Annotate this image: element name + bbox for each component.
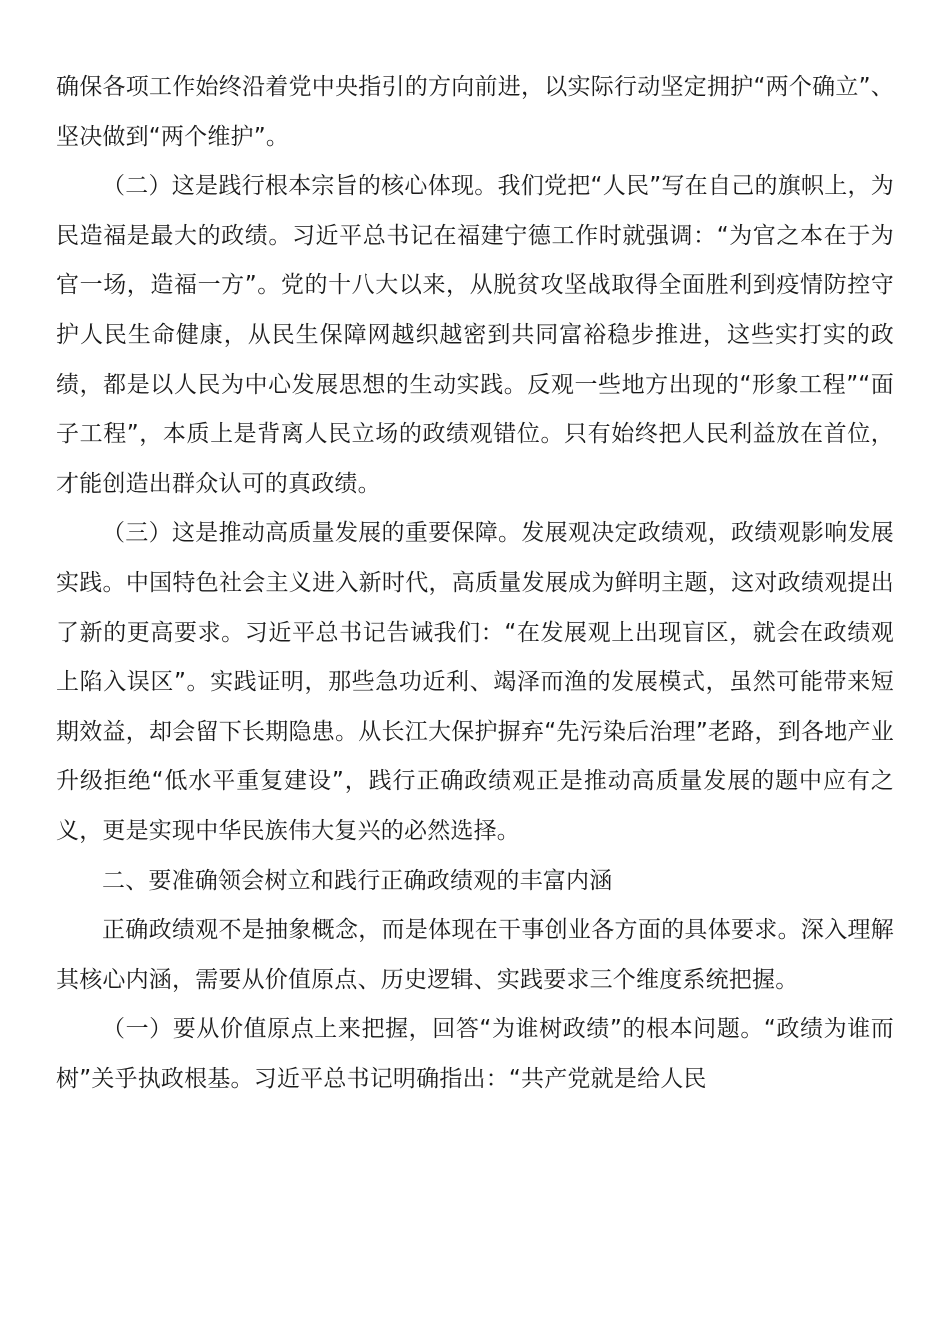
paragraph-subsection-one: （一）要从价值原点上来把握，回答“为谁树政绩”的根本问题。“政绩为谁而树”关乎执政根基。习近平总书记明确指出：“共产党就是给人民 <box>56 1016 894 1092</box>
document-page <box>56 63 894 1104</box>
section-heading: 二、要准确领会树立和践行正确政绩观的丰富内涵 <box>102 867 613 894</box>
paragraph-section-three: （三）这是推动高质量发展的重要保障。发展观决定政绩观，政绩观影响发展实践。中国特色社会主义进入新时代，高质量发展成为鲜明主题，这对政绩观提出了新的更高要求。习近平总书记告诫我们：“在发展观上出现盲区，就会在政绩观上陷入误区”。实践证明，那些急功近利、竭泽而渔的发展模式，虽然可能带来短期效益，却会留下长期隐患。从长江大保护摒弃“先污染后治理”老路，到各地产业升级拒绝“低水平重复建设”，践行正确政绩观正是推动高质量发展的题中应有之义，更是实现中华民族伟大复兴的必然选择。 <box>56 520 894 844</box>
paragraph-continuation: 确保各项工作始终沿着党中央指引的方向前进，以实际行动坚定拥护“两个确立”、坚决做到“两个维护”。 <box>56 74 894 150</box>
paragraph-section-two: （二）这是践行根本宗旨的核心体现。我们党把“人民”写在自己的旗帜上，为民造福是最大的政绩。习近平总书记在福建宁德工作时就强调：“为官之本在于为官一场，造福一方”。党的十八大以来，从脱贫攻坚战取得全面胜利到疫情防控守护人民生命健康，从民生保障网越织越密到共同富裕稳步推进，这些实打实的政绩，都是以人民为中心发展思想的生动实践。反观一些地方出现的“形象工程”“面子工程”，本质上是背离人民立场的政绩观错位。只有始终把人民利益放在首位，才能创造出群众认可的真政绩。 <box>56 173 894 497</box>
paragraph-intro: 正确政绩观不是抽象概念，而是体现在干事创业各方面的具体要求。深入理解其核心内涵，需要从价值原点、历史逻辑、实践要求三个维度系统把握。 <box>56 917 894 993</box>
